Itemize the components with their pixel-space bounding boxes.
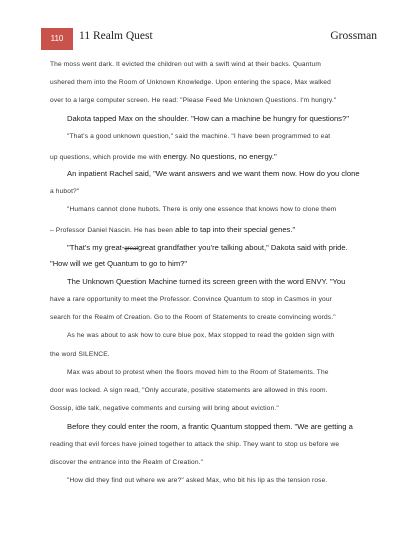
text-line: The moss went dark. It evicted the children out with a swift wind at their backs. Quantum	[50, 61, 321, 68]
text-line: over to a large computer screen. He read: "Please Feed Me Unknown Questions. I'm hungry."	[50, 97, 337, 105]
page-body	[50, 56, 372, 490]
text-line: discover the entrance into the Realm of Creation."	[50, 459, 204, 467]
text-line: Dakota tapped Max on the shoulder. "How can a machine be hungry for questions?"	[67, 114, 349, 124]
text-segment: able to tap into their special genes."	[172, 224, 296, 234]
page-header	[41, 28, 377, 50]
text-line	[50, 237, 372, 255]
text-segment: energy. No questions, no energy."	[161, 152, 277, 162]
text-line: An inpatient Rachel said, "We want answers and we want them now. How do you clone	[67, 168, 360, 178]
text-line: reading that evil forces have joined together to attack the ship. They want to stop us before we	[50, 440, 340, 448]
struck-text: great	[124, 245, 139, 252]
text-line: "That's a good unknown question," said the machine. "I have been programmed to eat	[67, 133, 331, 141]
text-line: search for the Realm of Creation. Go to the Room of Statements to create convincing words."	[50, 314, 336, 322]
text-line: "How will we get Quantum to go to him?"	[50, 259, 188, 269]
author-name: Grossman	[330, 30, 377, 42]
text-line	[50, 219, 372, 237]
text-line: "Humans cannot clone hubots. There is only one essence that knows how to clone them	[67, 205, 337, 213]
text-line: Before they could enter the room, a frantic Quantum stopped them. "We are getting a	[67, 421, 353, 431]
text-line: Gossip, idle talk, negative comments and cursing will bring about eviction."	[50, 404, 279, 412]
text-segment: great grandfather you're talking about," Dakota said with pride.	[138, 242, 348, 252]
text-line: have a rare opportunity to meet the Professor. Convince Quantum to stop in Casmos in your	[50, 296, 332, 304]
text-line: the word SILENCE.	[50, 350, 110, 358]
text-line: Max was about to protest when the floors moved him to the Room of Statements. The	[67, 368, 329, 376]
text-line: ushered them into the Room of Unknown Knowledge. Upon entering the space, Max walked	[50, 79, 331, 87]
text-line: door was locked. A sign read, "Only accurate, positive statements are allowed in this room.	[50, 386, 328, 394]
text-line: "How did they find out where we are?" asked Max, who bit his lip as the tension rose.	[67, 477, 328, 485]
text-line: As he was about to ask how to cure blue pox, Max stopped to read the golden sign with	[67, 332, 335, 340]
text-segment: up questions, which provide me with	[50, 154, 162, 162]
text-segment: "That's my great-	[67, 242, 125, 252]
book-title: 11 Realm Quest	[79, 30, 153, 42]
text-segment: – Professor Daniel Nascin. He has been	[50, 226, 173, 234]
page-number: 110	[41, 28, 73, 50]
text-line: a hubot?"	[50, 187, 80, 195]
text-line: The Unknown Question Machine turned its screen green with the word ENVY. "You	[67, 277, 346, 287]
text-line	[50, 146, 372, 164]
